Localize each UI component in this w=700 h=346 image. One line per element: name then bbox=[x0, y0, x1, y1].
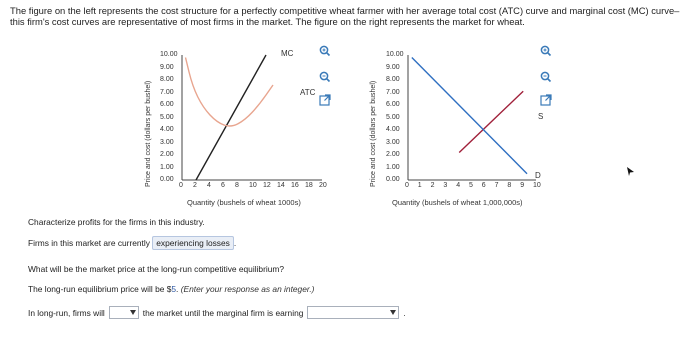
q4-hint: (Enter your response as an integer.) bbox=[180, 284, 315, 294]
zoom-out-icon[interactable] bbox=[539, 70, 553, 84]
x-tick-label: 0 bbox=[405, 182, 409, 189]
y-tick-label: 2.00 bbox=[160, 151, 174, 158]
x-tick-label: 16 bbox=[291, 182, 299, 189]
y-tick-label: 7.00 bbox=[160, 88, 174, 96]
y-tick-label: 6.00 bbox=[386, 101, 400, 108]
y-tick-label: 8.00 bbox=[160, 76, 174, 83]
profit-answer-selection[interactable]: experiencing losses bbox=[152, 236, 234, 250]
left-xlabel: Quantity (bushels of wheat 1000s) bbox=[187, 198, 301, 207]
x-tick-label: 9 bbox=[520, 182, 525, 189]
y-tick-label: 0.00 bbox=[386, 176, 400, 183]
q5-prefix: In long-run, firms will bbox=[28, 307, 105, 318]
right-xlabel: Quantity (bushels of wheat 1,000,000s) bbox=[392, 198, 523, 207]
y-tick-label: 3.00 bbox=[160, 138, 174, 146]
demand-curve-label: D bbox=[535, 171, 541, 180]
y-tick-label: 4.00 bbox=[386, 126, 400, 133]
x-tick-label: 0 bbox=[179, 182, 183, 189]
expand-icon[interactable] bbox=[539, 93, 553, 107]
question-profit: Characterize profits for the firms in this industry. bbox=[28, 217, 205, 227]
x-tick-label: 5 bbox=[469, 182, 473, 189]
y-tick-label: 9.00 bbox=[386, 63, 400, 71]
x-tick-label: 8 bbox=[235, 182, 239, 189]
x-tick-label: 6 bbox=[481, 182, 486, 189]
y-tick-label: 9.00 bbox=[160, 63, 174, 71]
x-tick-label: 3 bbox=[443, 182, 448, 189]
y-tick-label: 3.00 bbox=[386, 138, 400, 146]
right-plot bbox=[408, 55, 536, 180]
question-entry-line bbox=[28, 306, 406, 319]
y-tick-label: 4.00 bbox=[160, 126, 174, 133]
cursor-icon bbox=[627, 167, 635, 177]
x-tick-label: 12 bbox=[263, 182, 271, 189]
s-curve bbox=[459, 91, 523, 152]
atc-curve-label: ATC bbox=[300, 88, 316, 97]
y-tick-label: 1.00 bbox=[160, 163, 174, 171]
x-tick-label: 10 bbox=[249, 182, 257, 189]
intro-text: The figure on the left represents the cost structure for a perfectly competitive wheat farmer with her average total cost (ATC) curve and marginal cost (MC) curve–this firm's cost curves are representative of most firms in the market. The figure on the right represents the market for wheat. bbox=[10, 5, 680, 27]
y-tick-label: 6.00 bbox=[160, 101, 174, 108]
marginal-firm-profit-dropdown[interactable] bbox=[307, 306, 399, 319]
x-tick-label: 20 bbox=[319, 182, 327, 189]
left-ylabel: Price and cost (dollars per bushel) bbox=[145, 80, 152, 187]
x-tick-label: 2 bbox=[193, 182, 197, 189]
question-price-answer-line bbox=[28, 284, 314, 294]
x-tick-label: 8 bbox=[507, 182, 512, 189]
expand-icon[interactable] bbox=[318, 93, 332, 107]
supply-curve-label: S bbox=[538, 112, 544, 121]
q5-middle: the market until the marginal firm is earning bbox=[142, 307, 304, 318]
mc-curve-label: MC bbox=[281, 49, 294, 58]
y-tick-label: 5.00 bbox=[160, 113, 174, 121]
y-tick-label: 0.00 bbox=[160, 176, 174, 183]
x-tick-label: 18 bbox=[305, 182, 313, 189]
left-plot bbox=[182, 55, 322, 180]
dropdown-arrow-icon bbox=[130, 310, 136, 315]
y-tick-label: 10.00 bbox=[160, 51, 178, 58]
q5-suffix: . bbox=[403, 307, 406, 318]
x-tick-label: 10 bbox=[533, 182, 541, 189]
d-curve bbox=[412, 58, 527, 174]
price-answer-input[interactable]: 5 bbox=[171, 284, 177, 294]
right-ylabel: Price and cost (dollars per bushel) bbox=[370, 80, 377, 187]
q4-prefix: The long-run equilibrium price will be $ bbox=[28, 284, 172, 294]
y-tick-label: 5.00 bbox=[386, 113, 400, 121]
zoom-out-icon[interactable] bbox=[318, 70, 332, 84]
y-tick-label: 2.00 bbox=[386, 151, 400, 158]
mc-curve bbox=[196, 55, 266, 180]
q4-suffix: . bbox=[176, 284, 179, 294]
question-long-run-price: What will be the market price at the long-run competitive equilibrium? bbox=[28, 264, 285, 274]
q2-suffix: . bbox=[233, 238, 237, 248]
q2-prefix: Firms in this market are currently bbox=[28, 238, 150, 248]
atc-curve bbox=[186, 58, 274, 127]
zoom-in-icon[interactable] bbox=[318, 44, 332, 58]
question-profit-answer-line bbox=[28, 238, 236, 248]
x-tick-label: 1 bbox=[417, 182, 422, 189]
x-tick-label: 2 bbox=[430, 182, 435, 189]
zoom-in-icon[interactable] bbox=[539, 44, 553, 58]
entry-exit-dropdown[interactable] bbox=[109, 306, 139, 319]
x-tick-label: 6 bbox=[221, 182, 225, 189]
x-tick-label: 4 bbox=[207, 182, 211, 189]
y-tick-label: 7.00 bbox=[386, 88, 400, 96]
dropdown-arrow-icon bbox=[390, 310, 396, 315]
y-tick-label: 1.00 bbox=[386, 163, 400, 171]
y-tick-label: 8.00 bbox=[386, 76, 400, 83]
y-tick-label: 10.00 bbox=[386, 51, 404, 58]
x-tick-label: 7 bbox=[494, 182, 499, 189]
x-tick-label: 14 bbox=[277, 182, 285, 189]
x-tick-label: 4 bbox=[456, 182, 461, 189]
